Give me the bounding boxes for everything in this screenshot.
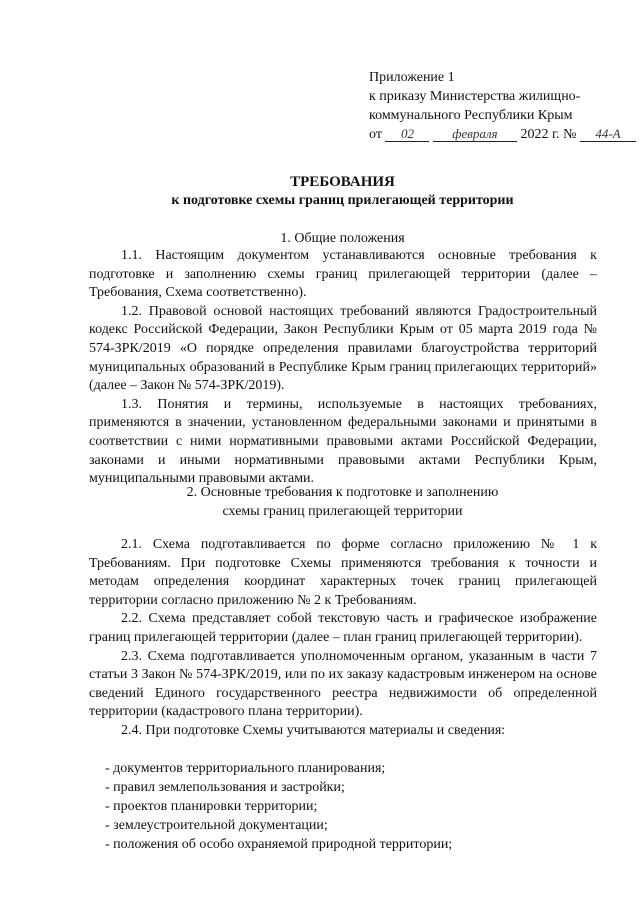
section-2-heading-line-1: 2. Основные требования к подготовке и заполнению — [186, 485, 499, 500]
appendix-line-3: коммунального Республики Крым — [369, 108, 573, 123]
appendix-header — [369, 68, 619, 144]
document-title: ТРЕБОВАНИЯ — [290, 174, 395, 190]
handwritten-day: 02 — [385, 127, 429, 142]
appendix-date-line — [369, 125, 619, 144]
section-1-heading: 1. Общие положения — [280, 231, 405, 246]
appendix-line-2: к приказу Министерства жилищно- — [369, 89, 581, 104]
section-2-heading — [89, 483, 596, 521]
section-1-body — [89, 247, 597, 489]
from-label: от — [369, 127, 382, 142]
paragraph-1-3: 1.3. Понятия и термины, используемые в настоящих требованиях, применяются в значении, установленном федеральными законами и принятыми в соответствии с ними нормативными правовыми актами Российской Федерации, законами и иными нормативными правовыми актами Республики Крым, муниципальными правовыми актами. — [89, 396, 597, 487]
section-2-body — [89, 536, 597, 741]
paragraph-1-1: 1.1. Настоящим документом устанавливаются основные требования к подготовке и заполнению схемы границ прилегающей территории (далее – Требования, Схема соответственно). — [89, 248, 597, 301]
list-item: - документов территориального планирования; — [105, 761, 386, 776]
paragraph-2-1: 2.1. Схема подготавливается по форме согласно приложению № 1 к Требованиям. При подготовке Схемы применяются требования к точности и методам определения координат характерных точек границ прилегающей территории согласно приложению № 2 к Требованиям. — [89, 537, 597, 608]
paragraph-2-4: 2.4. При подготовке Схемы учитываются материалы и сведения: — [121, 722, 506, 738]
handwritten-order-number: 44-А — [580, 127, 636, 142]
section-2-heading-line-2: схемы границ прилегающей территории — [222, 504, 463, 519]
paragraph-2-3: 2.3. Схема подготавливается уполномоченным органом, указанным в части 7 статьи 3 Закон № 574-ЗРК/2019, или по их заказу кадастровым инженером на основе сведений Единого государственного реестра недвижимости об определенной территории (кадастрового плана территории). — [89, 648, 597, 720]
list-item: - землеустроительной документации; — [105, 818, 328, 833]
list-item: - положения об особо охраняемой природной территории; — [105, 837, 453, 852]
appendix-line-1: Приложение 1 — [369, 70, 455, 85]
list-item: - правил землепользования и застройки; — [105, 780, 345, 795]
paragraph-1-2: 1.2. Правовой основой настоящих требований являются Градостроительный кодекс Российской Федерации, Закон Республики Крым от 05 марта 2019 года № 574-ЗРК/2019 «О порядке определения правилами благоустройства территорий муниципальных образований в Республике Крым границ прилегающих территорий» (далее – Закон № 574-ЗРК/2019). — [89, 303, 597, 394]
paragraph-2-2: 2.2. Схема представляет собой текстовую часть и графическое изображение границ прилегающей территории (далее – план границ прилегающей территории). — [89, 611, 597, 645]
list-item: - проектов планировки территории; — [105, 799, 318, 814]
year-number-label: 2022 г. № — [520, 127, 577, 142]
materials-list — [105, 759, 585, 854]
document-subtitle: к подготовке схемы границ прилегающей территории — [171, 193, 514, 208]
handwritten-month: февраля — [433, 127, 517, 142]
